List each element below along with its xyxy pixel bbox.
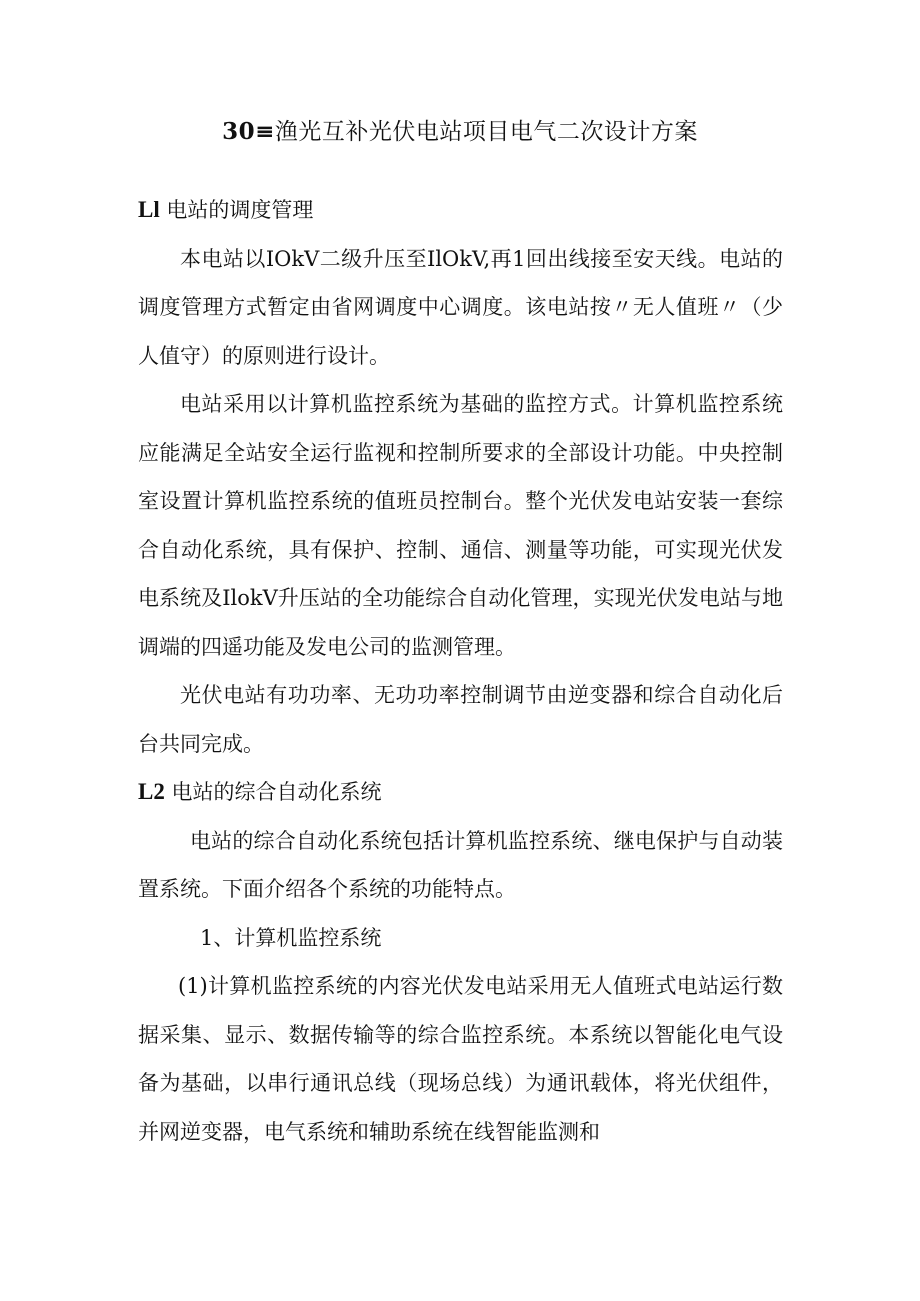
document-body xyxy=(138,186,783,1156)
paragraph: 电站采用以计算机监控系统为基础的监控方式。计算机监控系统应能满足全站安全运行监视和控制所要求的全部设计功能。中央控制室设置计算机监控系统的值班员控制台。整个光伏发电站安装一套综合自动化系统，具有保护、控制、通信、测量等功能，可实现光伏发电系统及IlokV升压站的全功能综合自动化管理，实现光伏发电站与地调端的四遥功能及发电公司的监测管理。 xyxy=(138,392,783,659)
title-text: 渔光互补光伏电站项目电气二次设计方案 xyxy=(274,119,698,145)
section-number: L2 xyxy=(138,779,165,804)
section-title: 电站的调度管理 xyxy=(159,198,314,222)
item-paragraph: (1)计算机监控系统的内容光伏发电站采用无人值班式电站运行数据采集、显示、数据传输等的综合监控系统。本系统以智能化电气设备为基础，以串行通讯总线（现场总线）为通讯载体，将光伏组件，并网逆变器，电气系统和辅助系统在线智能监测和 xyxy=(138,974,783,1144)
subsection-heading: 1、计算机监控系统 xyxy=(200,925,382,950)
section-heading-1-1 xyxy=(138,186,783,235)
paragraph: 光伏电站有功功率、无功功率控制调节由逆变器和综合自动化后台共同完成。 xyxy=(138,683,783,756)
section-title: 电站的综合自动化系统 xyxy=(164,780,382,804)
paragraph: 电站的综合自动化系统包括计算机监控系统、继电保护与自动装置系统。下面介绍各个系统的功能特点。 xyxy=(138,828,783,901)
title-number: 30≡ xyxy=(222,118,275,145)
section-number: Ll xyxy=(138,197,160,222)
paragraph: 本电站以IOkV二级升压至IlOkV,再1回出线接至安天线。电站的调度管理方式暂定由省网调度中心调度。该电站按〃无人值班〃（少人值守）的原则进行设计。 xyxy=(138,246,783,368)
document-title xyxy=(0,114,920,150)
section-heading-1-2 xyxy=(138,768,783,817)
